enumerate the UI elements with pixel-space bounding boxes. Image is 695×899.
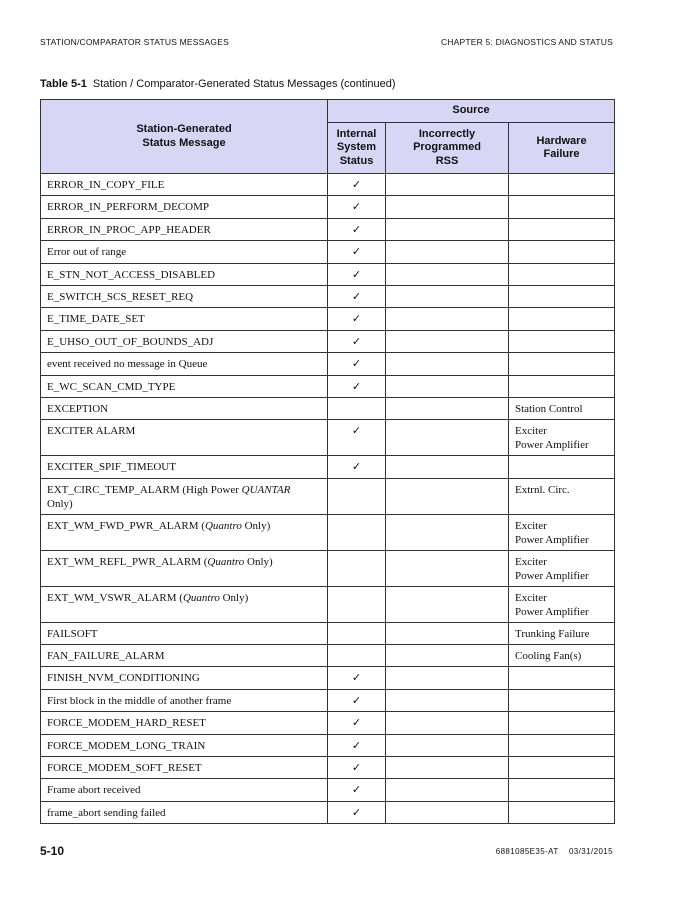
table-row [41, 196, 615, 218]
hardware-failure-cell [509, 218, 615, 240]
table-row [41, 397, 615, 419]
hardware-failure-cell [509, 689, 615, 711]
status-message-text: ERROR_IN_COPY_FILE [47, 179, 165, 191]
hardware-failure-cell [509, 353, 615, 375]
page-header-left: STATION/COMPARATOR STATUS MESSAGES [40, 37, 229, 47]
hardware-failure-cell [509, 308, 615, 330]
status-message-text: E_STN_NOT_ACCESS_DISABLED [47, 268, 216, 281]
rss-cell [386, 550, 509, 586]
table-row [41, 779, 615, 801]
status-message-cell [41, 801, 328, 823]
rss-cell [386, 645, 509, 667]
check-mark-icon: ✓ [351, 178, 362, 191]
internal-status-cell [328, 308, 386, 330]
table-row [41, 757, 615, 779]
rss-cell [386, 174, 509, 196]
check-mark-icon: ✓ [351, 222, 362, 236]
check-mark-icon: ✓ [351, 671, 362, 685]
rss-cell [386, 353, 509, 375]
status-message-cell [41, 353, 328, 375]
status-message-text: ERROR_IN_PROC_APP_HEADER [47, 223, 211, 236]
internal-status-cell [328, 622, 386, 644]
table-row [41, 734, 615, 756]
status-message-cell [41, 779, 328, 801]
internal-status-cell [328, 353, 386, 375]
rss-cell [386, 689, 509, 711]
internal-status-cell [328, 550, 386, 586]
status-messages-table [40, 99, 615, 824]
rss-cell [386, 586, 509, 622]
internal-status-cell [328, 645, 386, 667]
table-row [41, 514, 615, 550]
product-name-italic: QUANTAR [241, 483, 291, 496]
status-message-cell [41, 263, 328, 285]
rss-column-header [386, 123, 509, 174]
rss-cell [386, 285, 509, 307]
rss-cell [386, 667, 509, 689]
rss-cell [386, 241, 509, 263]
page-number: 5-10 [40, 844, 65, 858]
check-mark-icon: ✓ [351, 312, 362, 326]
status-message-cell [41, 375, 328, 397]
status-message-cell [41, 196, 328, 218]
status-message-cell [41, 285, 328, 307]
hardware-failure-cell: Exciter Power Amplifier [509, 514, 615, 550]
check-mark-icon: ✓ [351, 245, 362, 259]
status-message-cell [41, 550, 328, 586]
status-message-text: EXCEPTION [47, 402, 109, 415]
check-mark-icon: ✓ [351, 334, 362, 348]
rss-cell [386, 375, 509, 397]
page-header-right: CHAPTER 5: DIAGNOSTICS AND STATUS [440, 37, 613, 47]
status-message-cell [41, 241, 328, 263]
rss-cell [386, 456, 509, 478]
check-mark-icon: ✓ [351, 738, 362, 752]
internal-status-cell [328, 757, 386, 779]
rss-header-text: Incorrectly Programmed RSS [413, 127, 481, 167]
status-message-cell [41, 478, 328, 514]
hardware-failure-cell [509, 801, 615, 823]
internal-status-cell [328, 734, 386, 756]
rss-cell [386, 263, 509, 285]
status-message-text: Error out of range [47, 246, 127, 259]
status-message-text: First block in the middle of another frame [47, 694, 232, 707]
hardware-failure-cell: Cooling Fan(s) [509, 645, 615, 667]
check-mark-icon: ✓ [351, 357, 362, 371]
internal-status-cell [328, 263, 386, 285]
status-message-text: E_UHSO_OUT_OF_BOUNDS_ADJ [47, 335, 214, 348]
status-message-cell [41, 456, 328, 478]
check-mark-icon: ✓ [351, 379, 362, 393]
status-message-text: E_WC_SCAN_CMD_TYPE [47, 380, 176, 393]
status-message-text: FINISH_NVM_CONDITIONING [47, 672, 200, 685]
hardware-failure-cell [509, 712, 615, 734]
document-id: 6881085E35-AT 03/31/2015 [495, 847, 613, 856]
table-row [41, 645, 615, 667]
internal-status-cell [328, 397, 386, 419]
table-row [41, 622, 615, 644]
hardware-failure-cell: Exciter Power Amplifier [509, 420, 615, 456]
status-message-cell [41, 645, 328, 667]
check-mark-icon: ✓ [351, 267, 362, 281]
status-message-cell [41, 712, 328, 734]
check-mark-icon: ✓ [351, 783, 362, 797]
status-message-text: Frame abort received [47, 784, 141, 797]
product-name-italic: Quantro [207, 555, 245, 568]
rss-cell [386, 218, 509, 240]
hardware-failure-cell [509, 330, 615, 352]
status-message-cell [41, 514, 328, 550]
rss-cell [386, 308, 509, 330]
hardware-failure-cell: Extrnl. Circ. [509, 478, 615, 514]
table-row [41, 375, 615, 397]
status-message-cell [41, 622, 328, 644]
internal-status-cell [328, 218, 386, 240]
status-message-text: EXCITER ALARM [47, 425, 136, 438]
check-mark-icon: ✓ [351, 200, 362, 214]
hardware-failure-cell [509, 734, 615, 756]
hardware-failure-cell: Trunking Failure [509, 622, 615, 644]
table-row [41, 353, 615, 375]
table-row [41, 712, 615, 734]
table-row [41, 586, 615, 622]
hardware-failure-cell [509, 196, 615, 218]
internal-status-cell [328, 514, 386, 550]
table-row [41, 420, 615, 456]
table-row [41, 667, 615, 689]
hardware-failure-cell [509, 241, 615, 263]
status-message-text: FORCE_MODEM_LONG_TRAIN [47, 739, 206, 752]
table-row [41, 550, 615, 586]
status-message-cell [41, 757, 328, 779]
hardware-failure-cell [509, 779, 615, 801]
check-mark-icon: ✓ [351, 424, 362, 438]
hardware-failure-cell: Station Control [509, 397, 615, 419]
hardware-failure-cell: Exciter Power Amplifier [509, 550, 615, 586]
rss-cell [386, 478, 509, 514]
hardware-header-text: Hardware Failure [536, 134, 587, 160]
status-message-text: FORCE_MODEM_HARD_RESET [47, 717, 206, 730]
internal-status-cell [328, 801, 386, 823]
table-body [41, 174, 615, 824]
hardware-failure-cell [509, 375, 615, 397]
status-message-text: EXT_WM_REFL_PWR_ALARM ( [47, 555, 208, 568]
internal-status-cell [328, 779, 386, 801]
hardware-failure-cell [509, 667, 615, 689]
hardware-failure-cell [509, 263, 615, 285]
status-message-text: frame_abort sending failed [47, 806, 166, 819]
internal-status-cell [328, 586, 386, 622]
table-row [41, 174, 615, 196]
table-row [41, 285, 615, 307]
internal-status-cell [328, 330, 386, 352]
hardware-failure-cell [509, 757, 615, 779]
status-message-text: E_SWITCH_SCS_RESET_REQ [47, 290, 194, 303]
rss-cell [386, 801, 509, 823]
status-message-cell [41, 689, 328, 711]
internal-status-column-header [328, 123, 386, 174]
status-message-cell [41, 174, 328, 196]
table-row [41, 330, 615, 352]
internal-status-cell [328, 456, 386, 478]
status-message-suffix: Only) [244, 555, 273, 568]
status-message-cell [41, 330, 328, 352]
check-mark-icon: ✓ [351, 805, 362, 819]
status-message-text: event received no message in Queue [47, 358, 208, 371]
status-message-suffix: Only) [219, 591, 249, 604]
table-caption-label: Table 5-1 [40, 78, 87, 90]
rss-cell [386, 757, 509, 779]
status-message-text: ERROR_IN_PERFORM_DECOMP [47, 201, 209, 214]
table-caption-text: Station / Comparator-Generated Status Messages (continued) [92, 78, 396, 90]
internal-status-cell [328, 478, 386, 514]
internal-status-cell [328, 667, 386, 689]
status-message-cell [41, 734, 328, 756]
hardware-failure-cell [509, 456, 615, 478]
status-message-cell [41, 218, 328, 240]
status-message-text: EXCITER_SPIF_TIMEOUT [47, 461, 176, 474]
internal-status-cell [328, 712, 386, 734]
table-caption [40, 78, 396, 90]
status-message-text: EXT_WM_FWD_PWR_ALARM ( [47, 519, 205, 532]
table-row [41, 263, 615, 285]
status-message-text: FORCE_MODEM_SOFT_RESET [47, 762, 202, 775]
message-column-header [41, 100, 328, 174]
internal-status-header-text: Internal System Status [336, 127, 377, 167]
status-message-suffix: Only) [47, 497, 73, 510]
status-message-suffix: Only) [241, 519, 271, 532]
rss-cell [386, 712, 509, 734]
rss-cell [386, 420, 509, 456]
rss-cell [386, 622, 509, 644]
internal-status-cell [328, 196, 386, 218]
status-message-cell [41, 420, 328, 456]
status-message-text: FAN_FAILURE_ALARM [47, 650, 165, 663]
status-message-cell [41, 308, 328, 330]
check-mark-icon: ✓ [351, 289, 362, 303]
table-row [41, 218, 615, 240]
internal-status-cell [328, 174, 386, 196]
check-mark-icon: ✓ [351, 761, 362, 775]
rss-cell [386, 779, 509, 801]
internal-status-cell [328, 241, 386, 263]
status-message-cell [41, 397, 328, 419]
table-row [41, 308, 615, 330]
hardware-column-header [509, 123, 615, 174]
hardware-failure-cell [509, 174, 615, 196]
rss-cell [386, 330, 509, 352]
check-mark-icon: ✓ [351, 693, 362, 707]
rss-cell [386, 196, 509, 218]
table-row [41, 241, 615, 263]
status-message-text: EXT_WM_VSWR_ALARM ( [47, 591, 183, 604]
internal-status-cell [328, 689, 386, 711]
rss-cell [386, 734, 509, 756]
table-row [41, 801, 615, 823]
rss-cell [386, 397, 509, 419]
rss-cell [386, 514, 509, 550]
status-message-text: E_TIME_DATE_SET [47, 313, 145, 326]
check-mark-icon: ✓ [351, 716, 362, 730]
table-row [41, 478, 615, 514]
check-mark-icon: ✓ [351, 460, 362, 474]
hardware-failure-cell [509, 285, 615, 307]
status-message-cell [41, 667, 328, 689]
product-name-italic: Quantro [204, 519, 242, 532]
internal-status-cell [328, 285, 386, 307]
status-message-text: EXT_CIRC_TEMP_ALARM (High Power [47, 483, 242, 496]
status-message-text: FAILSOFT [47, 627, 98, 640]
internal-status-cell [328, 375, 386, 397]
hardware-failure-cell: Exciter Power Amplifier [509, 586, 615, 622]
message-column-header-text: Station-Generated Status Message [136, 123, 232, 149]
source-header: Source [328, 100, 615, 123]
table-row [41, 456, 615, 478]
table-row [41, 689, 615, 711]
status-message-cell [41, 586, 328, 622]
internal-status-cell [328, 420, 386, 456]
product-name-italic: Quantro [182, 591, 220, 604]
